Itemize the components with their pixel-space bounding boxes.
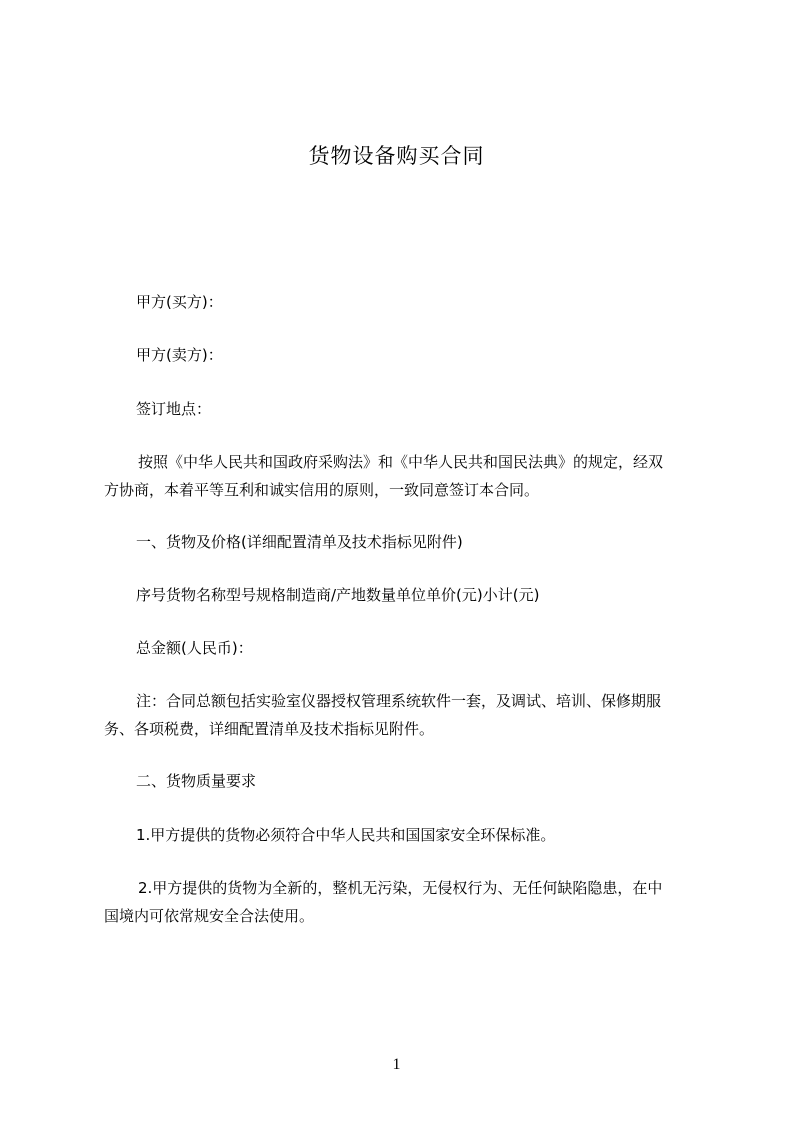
page-number: 1 bbox=[392, 1056, 401, 1073]
party-b-label: 甲方(卖方)： bbox=[136, 346, 223, 364]
quality-item-2-line-1: 2.甲方提供的货物为全新的，整机无污染，无侵权行为、无任何缺陷隐患，在中 bbox=[138, 879, 663, 897]
total-amount-label: 总金额(人民币)： bbox=[136, 639, 253, 657]
section-2-heading: 二、货物质量要求 bbox=[136, 772, 257, 790]
signing-place-label: 签订地点： bbox=[136, 400, 212, 418]
preamble-line-1: 按照《中华人民共和国政府采购法》和《中华人民共和国民法典》的规定，经双 bbox=[138, 453, 664, 471]
quality-item-2-line-2: 国境内可依常规安全合法使用。 bbox=[104, 907, 315, 925]
quality-item-1: 1.甲方提供的货物必须符合中华人民共和国国家安全环保标准。 bbox=[136, 826, 556, 844]
document-title: 货物设备购买合同 bbox=[308, 144, 485, 168]
goods-table-header: 序号货物名称型号规格制造商/产地数量单位单价(元)小计(元) bbox=[136, 586, 540, 604]
preamble-line-2: 方协商，本着平等互利和诚实信用的原则，一致同意签订本合同。 bbox=[104, 481, 540, 499]
note-line-2: 务、各项税费，详细配置清单及技术指标见附件。 bbox=[104, 720, 435, 738]
section-1-heading: 一、货物及价格(详细配置清单及技术指标见附件) bbox=[136, 533, 463, 551]
party-a-label: 甲方(买方)： bbox=[136, 293, 223, 311]
note-line-1: 注：合同总额包括实验室仪器授权管理系统软件一套，及调试、培训、保修期服 bbox=[136, 692, 662, 710]
